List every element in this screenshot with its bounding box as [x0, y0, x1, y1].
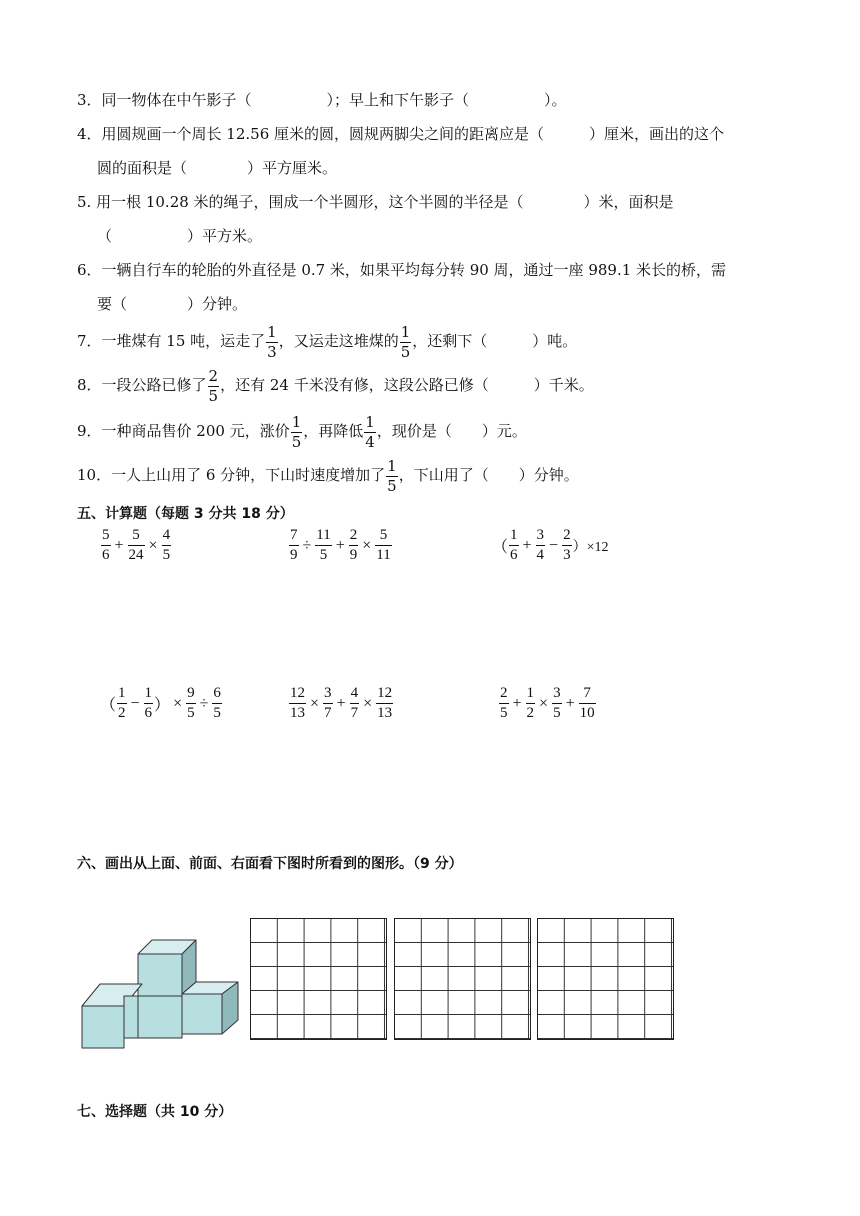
- fraction-2-5: $\frac{2}{5}$: [208, 366, 219, 405]
- fraction-1-5: $\frac{1}{5}$: [291, 412, 302, 451]
- question-6-line1: 6．一辆自行车的轮胎的外直径是 0.7 米，如果平均每分转 90 周，通过一座 989.1 米长的桥，需: [77, 261, 727, 279]
- fraction-1-6: $\frac{1}{6}$: [510, 527, 518, 563]
- fraction-12-13: $\frac{12}{13}$: [290, 685, 305, 721]
- cube-stack-figure: [76, 936, 244, 1050]
- plus-sign: +: [522, 536, 532, 554]
- fraction-2-3: $\frac{2}{3}$: [563, 527, 571, 563]
- fraction-2-9: $\frac{2}{9}$: [349, 527, 358, 563]
- drawing-grid-front-view[interactable]: [394, 918, 531, 1040]
- question-5-line2: （ ）平方米。: [97, 227, 263, 245]
- question-8: [77, 366, 594, 404]
- plus-sign: +: [512, 694, 522, 712]
- q9-text-c: ，现价是（ ）元。: [376, 422, 527, 440]
- times-sign: ×: [362, 536, 372, 554]
- fraction-3-4: $\frac{3}{4}$: [536, 527, 545, 563]
- fraction-12-13: $\frac{12}{13}$: [377, 685, 393, 721]
- fraction-4-5: $\frac{4}{5}$: [162, 527, 171, 563]
- fraction-4-7: $\frac{4}{7}$: [350, 685, 359, 721]
- times-sign: ×: [539, 694, 549, 712]
- section-6-heading: 六、画出从上面、前面、右面看下图时所看到的图形。（9 分）: [77, 856, 463, 872]
- question-4-line1: 4．用圆规画一个周长 12.56 厘米的圆，圆规两脚尖之间的距离应是（ ）厘米，画出的这个: [77, 125, 725, 143]
- right-paren: ）: [154, 697, 171, 714]
- fraction-7-10: $\frac{7}{10}$: [579, 685, 595, 721]
- question-5-line1: 5. 用一根 10.28 米的绳子，围成一个半圆形，这个半圆的半径是（ ）米，面积是: [77, 193, 674, 211]
- fraction-5-11: $\frac{5}{11}$: [376, 527, 391, 563]
- calc-expression-2: [288, 528, 393, 563]
- question-7: [77, 322, 577, 360]
- fraction-5-24: $\frac{5}{24}$: [128, 527, 144, 563]
- q7-text-c: ，还剩下（ ）吨。: [412, 332, 578, 350]
- question-3: 3．同一物体在中午影子（ ）；早上和下午影子（ ）。: [77, 91, 567, 109]
- minus-sign: −: [130, 694, 140, 712]
- minus-sign: −: [549, 536, 559, 554]
- times-sign: ×: [363, 694, 373, 712]
- plus-sign: +: [335, 536, 345, 554]
- fraction-6-5: $\frac{6}{5}$: [213, 685, 221, 721]
- q8-text-a: 8．一段公路已修了: [77, 376, 207, 394]
- cube-front-face: [182, 994, 222, 1034]
- fraction-1-2: $\frac{1}{2}$: [526, 685, 535, 721]
- plus-sign: +: [336, 694, 346, 712]
- question-9: [77, 412, 527, 450]
- fraction-1-6: $\frac{1}{6}$: [144, 685, 153, 721]
- calc-expression-5: [288, 686, 394, 721]
- fraction-1-3: $\frac{1}{3}$: [267, 322, 277, 361]
- plus-sign: +: [565, 694, 575, 712]
- plus-sign: +: [114, 536, 124, 554]
- calc-expression-3: [492, 528, 608, 563]
- times-sign: ×: [310, 694, 320, 712]
- fraction-1-4: $\frac{1}{4}$: [365, 412, 375, 451]
- times-sign: ×: [173, 694, 183, 712]
- question-10: [77, 456, 579, 494]
- cube-front-face: [124, 996, 182, 1038]
- fraction-5-6: $\frac{5}{6}$: [102, 527, 110, 563]
- fraction-3-7: $\frac{3}{7}$: [324, 685, 332, 721]
- fraction-7-9: $\frac{7}{9}$: [290, 527, 298, 563]
- fraction-1-5: $\frac{1}{5}$: [387, 456, 397, 495]
- divide-sign: ÷: [302, 536, 312, 554]
- drawing-grid-top-view[interactable]: [250, 918, 387, 1040]
- fraction-9-5: $\frac{9}{5}$: [187, 685, 195, 721]
- fraction-1-2: $\frac{1}{2}$: [118, 685, 126, 721]
- fraction-1-5: $\frac{1}{5}$: [400, 322, 411, 361]
- calc-expression-4: [100, 686, 223, 721]
- cube-front-face: [82, 1006, 124, 1048]
- q10-text-b: ，下山用了（ ）分钟。: [398, 466, 579, 484]
- left-paren: （: [492, 539, 509, 556]
- q9-text-a: 9．一种商品售价 200 元，涨价: [77, 422, 290, 440]
- fraction-2-5: $\frac{2}{5}$: [500, 685, 508, 721]
- drawing-grid-right-view[interactable]: [537, 918, 674, 1040]
- q7-text-b: ，又运走这堆煤的: [278, 332, 399, 350]
- question-4-line2: 圆的面积是（ ）平方厘米。: [97, 159, 338, 177]
- q10-text-a: 10．一人上山用了 6 分钟，下山时速度增加了: [77, 466, 386, 484]
- q7-text-a: 7．一堆煤有 15 吨，运走了: [77, 332, 266, 350]
- fraction-3-5: $\frac{3}{5}$: [553, 685, 561, 721]
- section-5-heading: 五、计算题（每题 3 分共 18 分）: [77, 506, 294, 522]
- section-7-heading: 七、选择题（共 10 分）: [77, 1104, 233, 1120]
- cube-front-face: [138, 954, 182, 996]
- times-12: ）×12: [572, 539, 609, 555]
- q9-text-b: ，再降低: [303, 422, 364, 440]
- divide-sign: ÷: [199, 694, 209, 712]
- q8-text-b: ，还有 24 千米没有修，这段公路已修（ ）千米。: [220, 376, 594, 394]
- times-sign: ×: [148, 536, 158, 554]
- calc-expression-6: [498, 686, 597, 721]
- left-paren: （: [100, 697, 117, 714]
- fraction-11-5: $\frac{11}{5}$: [316, 527, 331, 563]
- calc-expression-1: [100, 528, 172, 563]
- question-6-line2: 要（ ）分钟。: [97, 295, 248, 313]
